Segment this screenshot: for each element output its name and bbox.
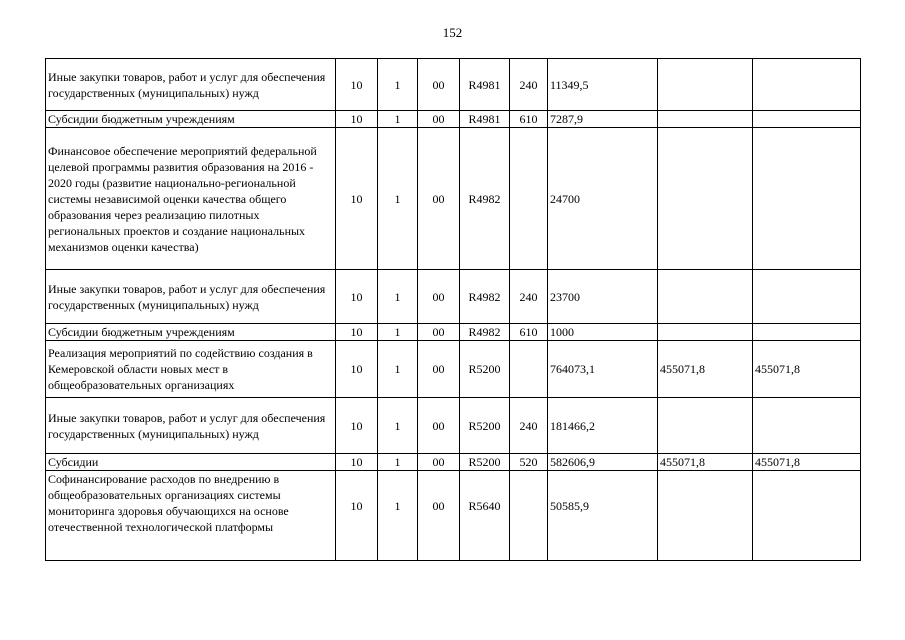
cell-amount-year3 bbox=[753, 111, 861, 128]
cell-subsection: 1 bbox=[378, 111, 418, 128]
cell-program-code: 00 bbox=[418, 398, 460, 454]
cell-section: 10 bbox=[336, 454, 378, 471]
cell-amount-year3: 455071,8 bbox=[753, 341, 861, 398]
table-row bbox=[46, 471, 861, 561]
cell-target-article: R5640 bbox=[460, 471, 510, 561]
cell-section: 10 bbox=[336, 128, 378, 270]
cell-amount-year2: 455071,8 bbox=[658, 341, 753, 398]
cell-amount-year2: 455071,8 bbox=[658, 454, 753, 471]
cell-amount-year1: 50585,9 bbox=[548, 471, 658, 561]
table-row bbox=[46, 270, 861, 324]
cell-amount-year1: 7287,9 bbox=[548, 111, 658, 128]
cell-amount-year2 bbox=[658, 324, 753, 341]
cell-subsection: 1 bbox=[378, 324, 418, 341]
cell-program-code: 00 bbox=[418, 128, 460, 270]
cell-program-code: 00 bbox=[418, 59, 460, 111]
cell-amount-year1: 23700 bbox=[548, 270, 658, 324]
row-description: Иные закупки товаров, работ и услуг для обеспечения государственных (муниципальных) нужд bbox=[46, 398, 336, 454]
cell-subsection: 1 bbox=[378, 454, 418, 471]
cell-section: 10 bbox=[336, 270, 378, 324]
cell-program-code: 00 bbox=[418, 341, 460, 398]
cell-section: 10 bbox=[336, 59, 378, 111]
cell-amount-year2 bbox=[658, 128, 753, 270]
budget-table bbox=[45, 58, 861, 561]
cell-subsection: 1 bbox=[378, 59, 418, 111]
cell-target-article: R5200 bbox=[460, 341, 510, 398]
cell-section: 10 bbox=[336, 471, 378, 561]
row-description: Субсидии bbox=[46, 454, 336, 471]
row-description: Иные закупки товаров, работ и услуг для обеспечения государственных (муниципальных) нужд bbox=[46, 270, 336, 324]
cell-amount-year1: 1000 bbox=[548, 324, 658, 341]
row-description: Субсидии бюджетным учреждениям bbox=[46, 111, 336, 128]
cell-expense-type bbox=[510, 471, 548, 561]
cell-amount-year3: 455071,8 bbox=[753, 454, 861, 471]
cell-amount-year1: 181466,2 bbox=[548, 398, 658, 454]
cell-amount-year3 bbox=[753, 398, 861, 454]
cell-subsection: 1 bbox=[378, 270, 418, 324]
cell-target-article: R4981 bbox=[460, 59, 510, 111]
table-row bbox=[46, 398, 861, 454]
row-description: Иные закупки товаров, работ и услуг для обеспечения государственных (муниципальных) нужд bbox=[46, 59, 336, 111]
cell-amount-year1: 764073,1 bbox=[548, 341, 658, 398]
cell-section: 10 bbox=[336, 341, 378, 398]
cell-expense-type bbox=[510, 128, 548, 270]
cell-amount-year3 bbox=[753, 270, 861, 324]
cell-program-code: 00 bbox=[418, 454, 460, 471]
table-row bbox=[46, 59, 861, 111]
cell-program-code: 00 bbox=[418, 324, 460, 341]
cell-target-article: R4981 bbox=[460, 111, 510, 128]
cell-expense-type: 520 bbox=[510, 454, 548, 471]
cell-amount-year3 bbox=[753, 324, 861, 341]
table-row bbox=[46, 454, 861, 471]
cell-expense-type: 240 bbox=[510, 270, 548, 324]
cell-target-article: R4982 bbox=[460, 270, 510, 324]
cell-subsection: 1 bbox=[378, 471, 418, 561]
cell-expense-type: 240 bbox=[510, 398, 548, 454]
cell-target-article: R4982 bbox=[460, 128, 510, 270]
cell-amount-year3 bbox=[753, 471, 861, 561]
cell-target-article: R5200 bbox=[460, 398, 510, 454]
table-row bbox=[46, 324, 861, 341]
table-row bbox=[46, 128, 861, 270]
cell-expense-type: 610 bbox=[510, 111, 548, 128]
cell-expense-type: 610 bbox=[510, 324, 548, 341]
cell-amount-year2 bbox=[658, 270, 753, 324]
cell-program-code: 00 bbox=[418, 111, 460, 128]
cell-amount-year2 bbox=[658, 471, 753, 561]
cell-amount-year3 bbox=[753, 59, 861, 111]
cell-expense-type bbox=[510, 341, 548, 398]
row-description: Финансовое обеспечение мероприятий федеральной целевой программы развития образования на 2016 - 2020 годы (развитие национально-региональной системы независимой оценки качества общего образования через реализацию пилотных региональных проектов и создание национальных механизмов оценки качества) bbox=[46, 128, 336, 270]
cell-subsection: 1 bbox=[378, 128, 418, 270]
cell-amount-year2 bbox=[658, 59, 753, 111]
cell-section: 10 bbox=[336, 398, 378, 454]
row-description: Субсидии бюджетным учреждениям bbox=[46, 324, 336, 341]
cell-amount-year2 bbox=[658, 398, 753, 454]
page-number: 152 bbox=[442, 25, 463, 40]
cell-amount-year1: 24700 bbox=[548, 128, 658, 270]
row-description: Софинансирование расходов по внедрению в общеобразовательных организациях системы мониторинга здоровья обучающихся на основе отечественной технологической платформы bbox=[46, 471, 336, 561]
cell-program-code: 00 bbox=[418, 270, 460, 324]
cell-amount-year2 bbox=[658, 111, 753, 128]
cell-amount-year3 bbox=[753, 128, 861, 270]
cell-amount-year1: 11349,5 bbox=[548, 59, 658, 111]
cell-subsection: 1 bbox=[378, 341, 418, 398]
cell-amount-year1: 582606,9 bbox=[548, 454, 658, 471]
cell-expense-type: 240 bbox=[510, 59, 548, 111]
table-row bbox=[46, 111, 861, 128]
table-row bbox=[46, 341, 861, 398]
cell-section: 10 bbox=[336, 111, 378, 128]
cell-target-article: R5200 bbox=[460, 454, 510, 471]
cell-program-code: 00 bbox=[418, 471, 460, 561]
cell-section: 10 bbox=[336, 324, 378, 341]
cell-subsection: 1 bbox=[378, 398, 418, 454]
row-description: Реализация мероприятий по содействию создания в Кемеровской области новых мест в общеобразовательных организациях bbox=[46, 341, 336, 398]
cell-target-article: R4982 bbox=[460, 324, 510, 341]
